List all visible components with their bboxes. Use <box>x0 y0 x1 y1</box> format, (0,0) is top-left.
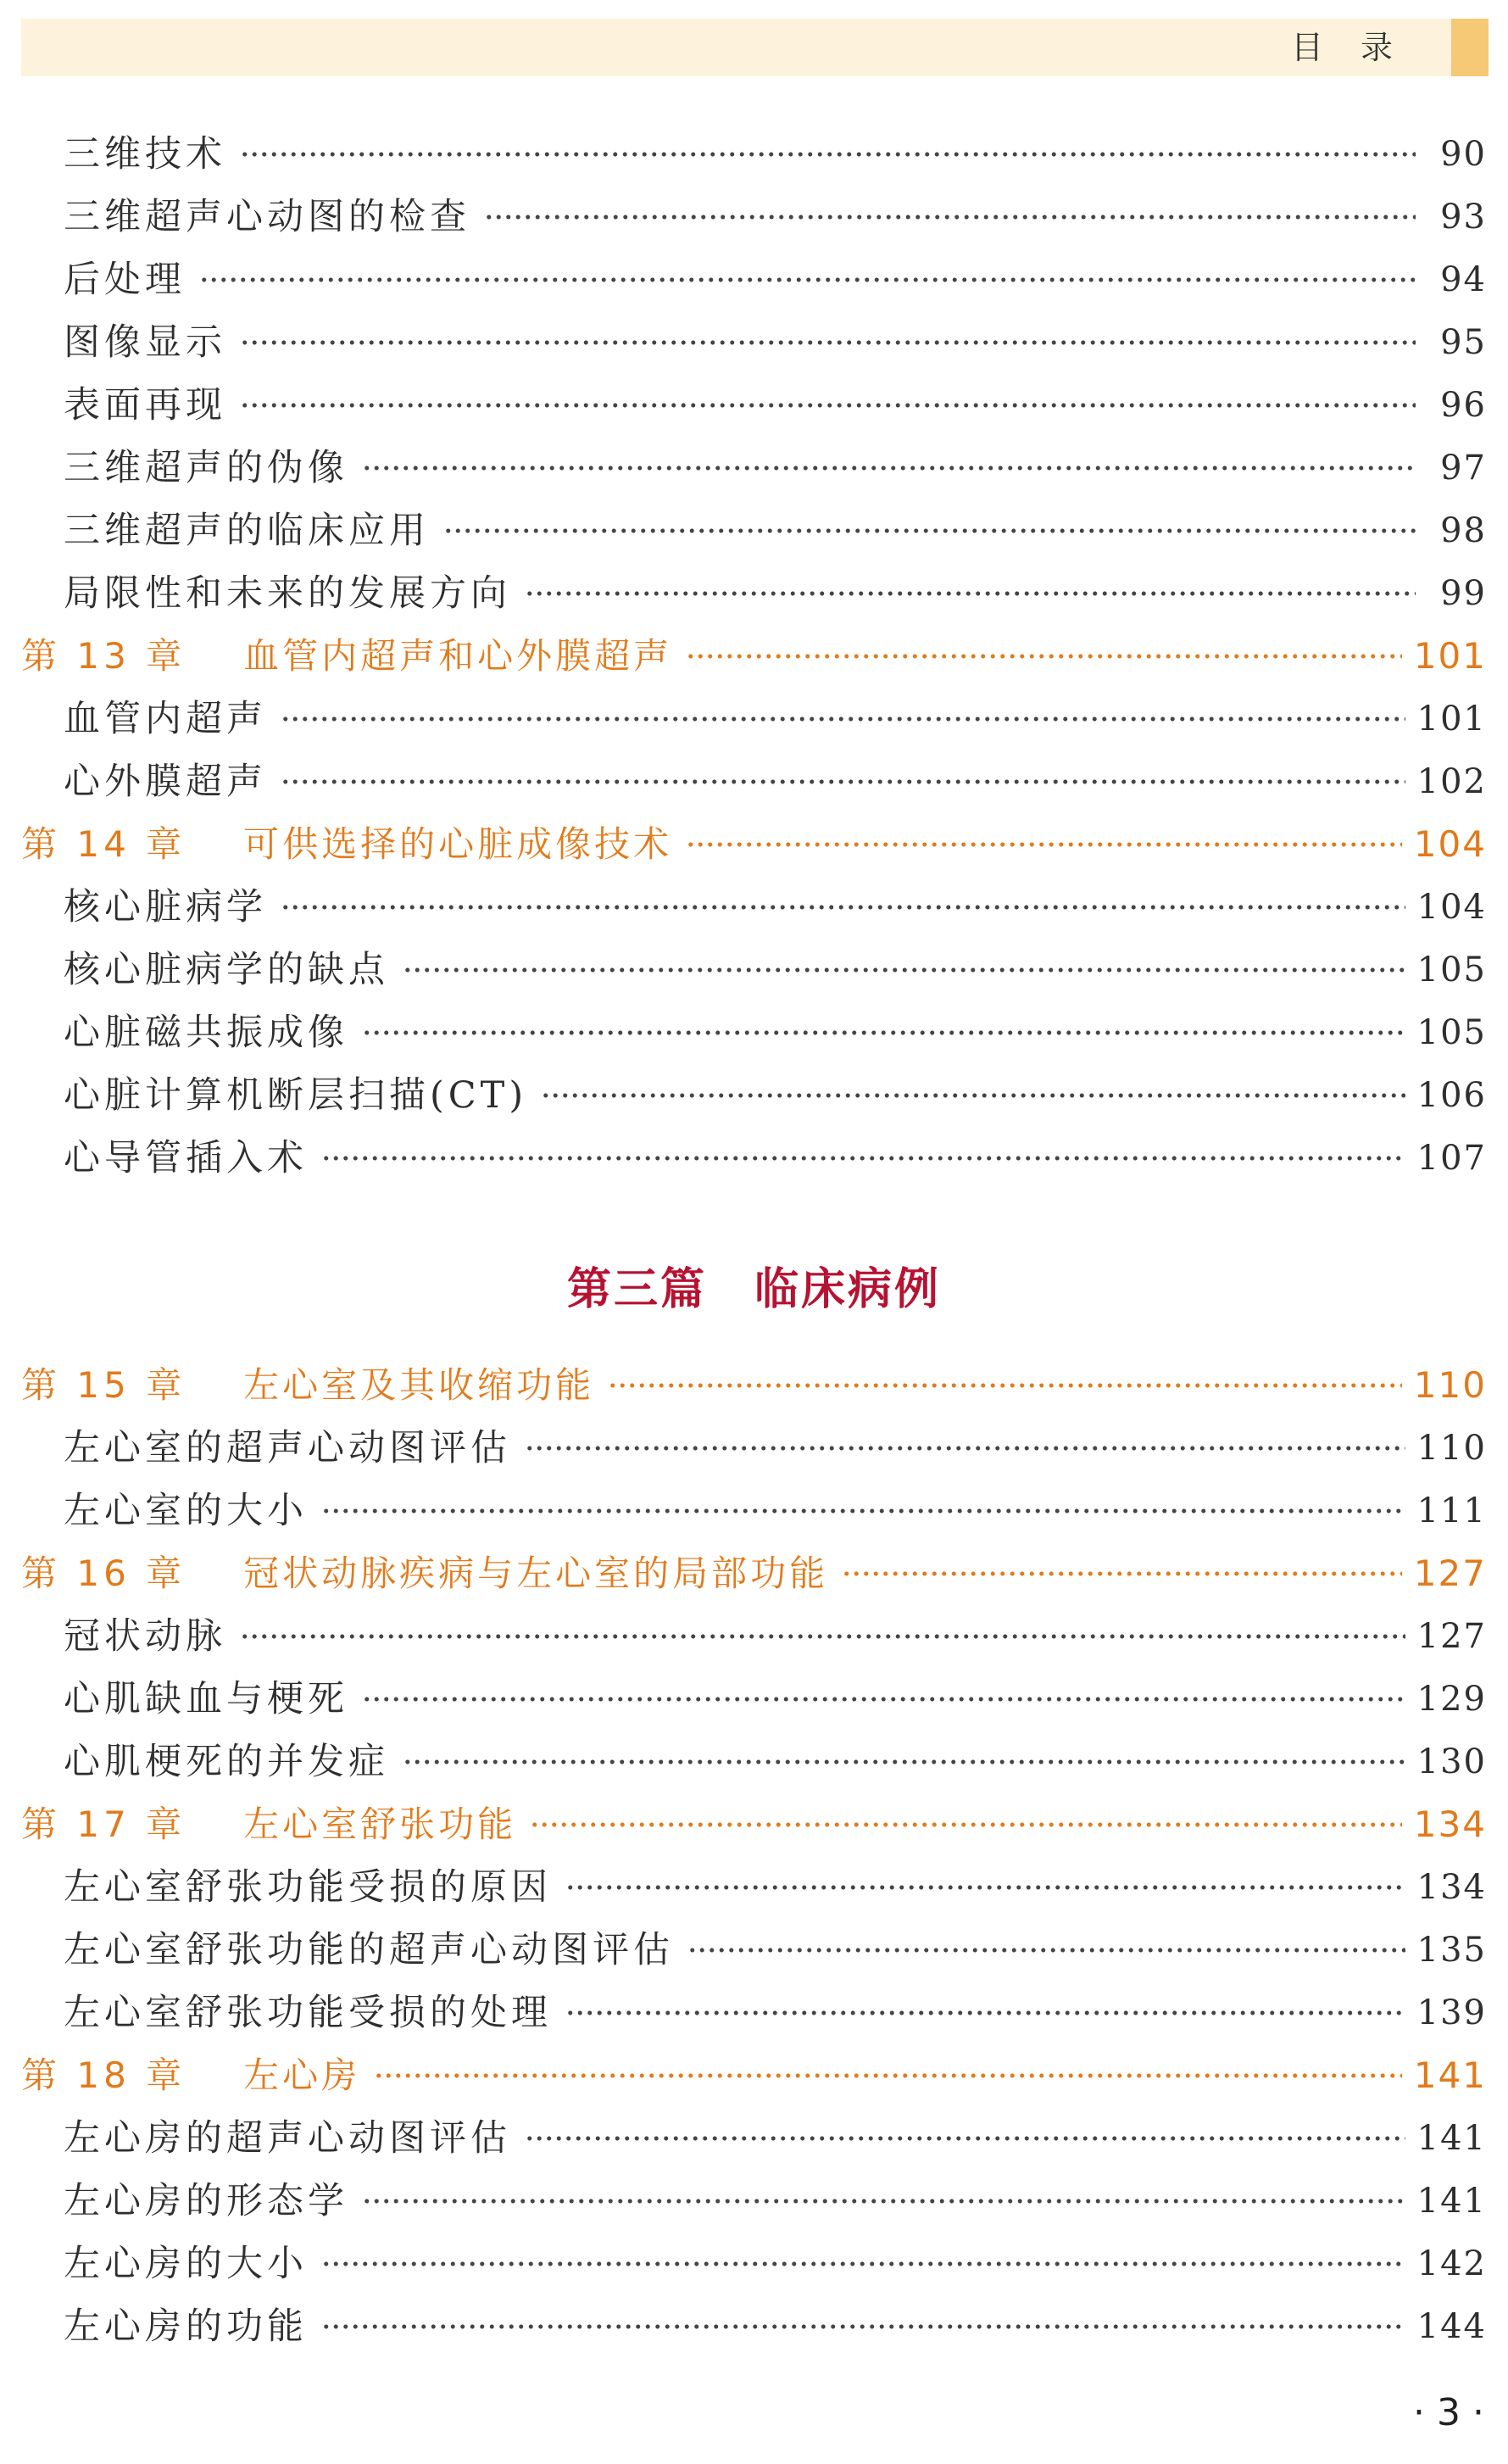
toc-entry[interactable] <box>64 317 1487 368</box>
toc-chapter-17[interactable] <box>21 1799 1487 1850</box>
toc-entry[interactable] <box>64 505 1487 556</box>
toc-entry-title: 三维超声的临床应用 <box>64 510 430 552</box>
toc-entry[interactable] <box>64 192 1487 242</box>
chapter-label: 第 17 章 <box>21 1803 186 1845</box>
dot-leader <box>525 2134 1405 2143</box>
toc-entry-page: 142 <box>1416 2244 1487 2283</box>
dot-leader <box>362 1029 1405 1037</box>
toc-entry-page: 144 <box>1416 2307 1487 2346</box>
toc-entry-title: 图像显示 <box>64 321 226 364</box>
toc-entry-page: 141 <box>1416 2182 1487 2221</box>
toc-entry[interactable] <box>64 1674 1487 1725</box>
toc-entry-page: 102 <box>1416 762 1487 801</box>
toc-entry-page: 94 <box>1440 260 1487 299</box>
toc-entry-page: 127 <box>1416 1617 1487 1656</box>
toc-entry-page: 110 <box>1416 1429 1487 1468</box>
toc-entry-page: 95 <box>1440 323 1487 362</box>
chapter-title: 可供选择的心脏成像技术 <box>243 823 673 865</box>
toc-entry-title: 表面再现 <box>64 384 226 426</box>
toc-entry[interactable] <box>64 380 1487 431</box>
toc-entry-title: 三维技术 <box>64 133 226 176</box>
part-label: 第三篇 <box>566 1263 707 1315</box>
toc-entry-title: 左心室的大小 <box>64 1490 308 1532</box>
dot-leader <box>686 840 1402 849</box>
toc-entry[interactable] <box>64 1737 1487 1787</box>
toc-entry-page: 105 <box>1416 950 1487 990</box>
part-heading <box>0 1253 1508 1317</box>
toc-entry-page: 129 <box>1416 1680 1487 1719</box>
dot-leader <box>240 338 1416 347</box>
dot-leader <box>240 401 1416 410</box>
chapter-title: 冠状动脉疾病与左心室的局部功能 <box>243 1553 829 1594</box>
toc-entry-title: 心导管插入术 <box>64 1137 308 1179</box>
dot-leader <box>842 1569 1402 1578</box>
toc-entry[interactable] <box>64 2176 1487 2227</box>
toc-entry-page: 107 <box>1416 1139 1487 1178</box>
dot-leader <box>321 2260 1405 2268</box>
toc-entry-title: 左心室舒张功能的超声心动图评估 <box>64 1929 674 1971</box>
toc-entry-title: 三维超声的伪像 <box>64 447 348 489</box>
toc-entry[interactable] <box>64 945 1487 995</box>
dot-leader <box>565 2009 1405 2017</box>
toc-entry-title: 左心室的超声心动图评估 <box>64 1427 511 1469</box>
toc-entry-title: 左心室舒张功能受损的原因 <box>64 1866 552 1909</box>
toc-entry-title: 核心脏病学的缺点 <box>64 949 389 991</box>
toc-entry-title: 后处理 <box>64 259 186 301</box>
toc-entry-page: 96 <box>1440 386 1487 425</box>
dot-leader <box>362 464 1416 472</box>
dot-leader <box>374 2071 1402 2080</box>
header-band <box>21 19 1458 76</box>
toc-entry-title: 左心房的形态学 <box>64 2180 348 2222</box>
toc-entry[interactable] <box>64 1987 1487 2038</box>
dot-leader <box>525 1444 1405 1452</box>
toc-entry[interactable] <box>64 2238 1487 2289</box>
chapter-page: 141 <box>1413 2054 1487 2096</box>
dot-leader <box>530 1820 1402 1829</box>
dot-leader <box>687 1946 1405 1954</box>
toc-entry-title: 冠状动脉 <box>64 1615 226 1658</box>
chapter-page: 134 <box>1413 1803 1487 1845</box>
dot-leader <box>240 150 1416 159</box>
toc-entry[interactable] <box>64 1486 1487 1536</box>
dot-leader <box>403 1758 1405 1766</box>
toc-chapter-18[interactable] <box>21 2050 1487 2101</box>
dot-leader <box>541 1091 1405 1100</box>
toc-entry-page: 90 <box>1440 135 1487 174</box>
dot-leader <box>525 589 1416 598</box>
part-title: 临床病例 <box>754 1263 942 1315</box>
chapter-page: 110 <box>1413 1364 1487 1406</box>
toc-chapter-16[interactable] <box>21 1548 1487 1599</box>
chapter-title: 左心室及其收缩功能 <box>243 1364 595 1406</box>
dot-leader <box>686 652 1402 661</box>
toc-entry-title: 左心房的功能 <box>64 2305 308 2348</box>
dot-leader <box>321 1507 1405 1515</box>
toc-entry-page: 104 <box>1416 888 1487 927</box>
toc-entry[interactable] <box>64 129 1487 180</box>
chapter-page: 101 <box>1413 635 1487 677</box>
toc-entry-title: 心脏计算机断层扫描(CT) <box>64 1074 528 1117</box>
chapter-label: 第 15 章 <box>21 1364 186 1406</box>
toc-entry[interactable] <box>64 2301 1487 2352</box>
toc-entry[interactable] <box>64 2113 1487 2164</box>
dot-leader <box>403 966 1405 974</box>
chapter-page: 127 <box>1413 1553 1487 1594</box>
toc-entry[interactable] <box>64 1423 1487 1474</box>
toc-entry-title: 心肌梗死的并发症 <box>64 1741 389 1783</box>
toc-entry-page: 105 <box>1416 1013 1487 1052</box>
dot-leader <box>565 1883 1405 1892</box>
dot-leader <box>321 2322 1405 2331</box>
toc-entry-page: 101 <box>1416 700 1487 739</box>
chapter-title: 血管内超声和心外膜超声 <box>243 635 673 677</box>
toc-entry-page: 99 <box>1440 574 1487 613</box>
toc-entry-page: 98 <box>1440 511 1487 550</box>
toc-entry-title: 局限性和未来的发展方向 <box>64 572 511 615</box>
toc-chapter-15[interactable] <box>21 1360 1487 1411</box>
dot-leader <box>484 213 1416 221</box>
toc-entry-title: 左心房的大小 <box>64 2243 308 2285</box>
dot-leader <box>281 778 1405 786</box>
toc-chapter-14[interactable] <box>21 819 1487 870</box>
toc-entry-title: 血管内超声 <box>64 698 267 740</box>
toc-entry[interactable] <box>64 1611 1487 1662</box>
chapter-title: 左心房 <box>243 2054 361 2096</box>
toc-entry-title: 心脏磁共振成像 <box>64 1012 348 1054</box>
toc-entry-title: 心外膜超声 <box>64 761 267 803</box>
toc-entry-page: 139 <box>1416 1993 1487 2032</box>
toc-entry[interactable] <box>64 756 1487 807</box>
chapter-label: 第 14 章 <box>21 823 186 865</box>
toc-entry-page: 106 <box>1416 1076 1487 1115</box>
toc-entry-page: 97 <box>1440 449 1487 488</box>
toc-entry-page: 134 <box>1416 1868 1487 1907</box>
chapter-label: 第 18 章 <box>21 2054 186 2096</box>
toc-entry[interactable] <box>64 1925 1487 1976</box>
dot-leader <box>362 1695 1405 1703</box>
toc-entry-title: 左心房的超声心动图评估 <box>64 2117 511 2160</box>
chapter-page: 104 <box>1413 823 1487 865</box>
running-header-title: 目录 <box>1290 29 1430 66</box>
dot-leader <box>443 527 1416 535</box>
dot-leader <box>281 715 1405 723</box>
toc-entry[interactable] <box>64 1007 1487 1058</box>
chapter-title: 左心室舒张功能 <box>243 1803 517 1845</box>
toc-entry-page: 141 <box>1416 2119 1487 2158</box>
toc-entry-page: 111 <box>1416 1491 1487 1530</box>
page-number: · 3 · <box>1413 2391 1484 2434</box>
toc-entry-title: 三维超声心动图的检查 <box>64 196 470 238</box>
dot-leader <box>240 1632 1405 1641</box>
toc-entry[interactable] <box>64 1070 1487 1121</box>
toc-entry[interactable] <box>64 254 1487 305</box>
chapter-label: 第 13 章 <box>21 635 186 677</box>
toc-entry[interactable] <box>64 882 1487 933</box>
header-tab-accent <box>1451 19 1489 76</box>
dot-leader <box>608 1381 1402 1390</box>
dot-leader <box>281 903 1405 911</box>
toc-entry[interactable] <box>64 1133 1487 1184</box>
toc-entry-page: 93 <box>1440 198 1487 237</box>
toc-entry[interactable] <box>64 694 1487 744</box>
toc-entry-title: 核心脏病学 <box>64 886 267 928</box>
toc-entry[interactable] <box>64 443 1487 493</box>
dot-leader <box>199 276 1416 284</box>
toc-entry-title: 左心室舒张功能受损的处理 <box>64 1992 552 2034</box>
toc-entry[interactable] <box>64 568 1487 619</box>
dot-leader <box>362 2197 1405 2205</box>
dot-leader <box>321 1154 1405 1162</box>
toc-chapter-13[interactable] <box>21 631 1487 682</box>
chapter-label: 第 16 章 <box>21 1553 186 1594</box>
toc-entry[interactable] <box>64 1862 1487 1913</box>
toc-entry-page: 135 <box>1416 1931 1487 1970</box>
toc-entry-title: 心肌缺血与梗死 <box>64 1678 348 1720</box>
toc-entry-page: 130 <box>1416 1742 1487 1781</box>
